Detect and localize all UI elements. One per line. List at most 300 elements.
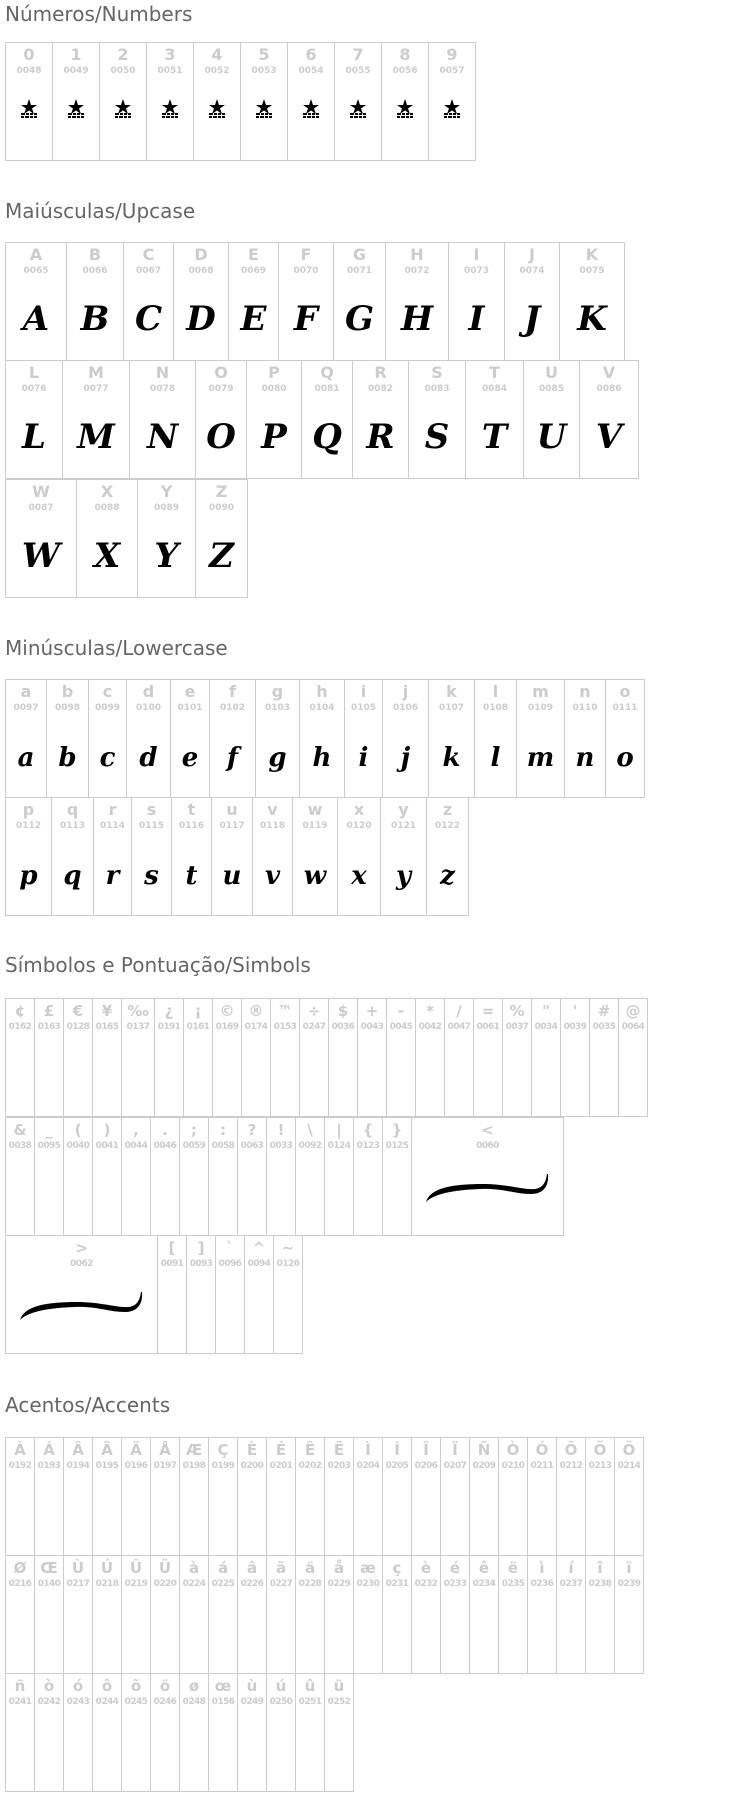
glyph-cell: [237, 1673, 267, 1792]
character-label: $: [337, 1002, 349, 1020]
character-code: 0233: [443, 1579, 467, 1589]
glyph-cell: [559, 242, 625, 361]
script-glyph-preview: j: [400, 743, 411, 773]
glyph-cell: [5, 1555, 35, 1674]
character-label: Ù: [71, 1559, 85, 1577]
glyph-cell: [614, 1555, 644, 1674]
character-label: ô: [101, 1677, 113, 1695]
character-label: Ö: [622, 1441, 636, 1459]
glyph-cell: [171, 797, 212, 916]
swash-glyph-icon: [16, 1288, 147, 1324]
character-code: 0085: [538, 384, 565, 394]
glyph-cell: [88, 679, 127, 798]
character-label: w: [307, 800, 323, 819]
character-code: 0051: [157, 66, 183, 76]
glyph-cell: [195, 360, 247, 479]
character-code: 0200: [240, 1461, 264, 1471]
glyph-cell: [92, 1555, 122, 1674]
character-code: 0201: [269, 1461, 293, 1471]
glyph-cell: [93, 797, 132, 916]
character-label: 8: [399, 45, 411, 64]
character-label: ü: [333, 1677, 345, 1695]
script-glyph-preview: U: [536, 417, 567, 457]
character-label: P: [268, 363, 280, 382]
upcase-row: [5, 242, 625, 361]
character-code: 0083: [424, 384, 450, 394]
character-code: 0212: [559, 1461, 583, 1471]
glyph-cell: [440, 1437, 470, 1556]
character-label: k: [446, 682, 457, 701]
character-label: ç: [392, 1559, 402, 1577]
character-label: !: [277, 1121, 285, 1139]
character-code: 0207: [443, 1461, 467, 1471]
character-label: [: [168, 1239, 176, 1257]
character-label: 5: [258, 45, 270, 64]
character-code: 0192: [8, 1461, 32, 1471]
script-glyph-preview: G: [344, 299, 375, 339]
character-label: ': [572, 1002, 578, 1020]
character-label: ø: [188, 1677, 200, 1695]
character-code: 0039: [563, 1022, 587, 1032]
character-label: 3: [164, 45, 176, 64]
script-glyph-preview: E: [240, 299, 267, 339]
character-label: {: [362, 1121, 374, 1139]
script-glyph-preview: T: [481, 417, 508, 457]
character-code: 0220: [153, 1579, 177, 1589]
character-code: 0196: [124, 1461, 148, 1471]
character-code: 0251: [298, 1697, 322, 1707]
character-code: 0036: [331, 1022, 355, 1032]
character-label: â: [246, 1559, 258, 1577]
glyph-cell: [121, 1437, 151, 1556]
character-label: 6: [305, 45, 317, 64]
section-title-symbols: Símbolos e Pontuação/Simbols: [5, 953, 311, 977]
glyph-cell: [179, 1437, 209, 1556]
character-code: 0079: [208, 384, 234, 394]
character-code: 0098: [54, 703, 81, 713]
character-label: Ó: [535, 1441, 549, 1459]
character-code: 0128: [66, 1022, 90, 1032]
character-label: O: [214, 363, 228, 382]
glyph-cell: [154, 998, 184, 1117]
script-glyph-preview: z: [440, 861, 455, 891]
glyph-cell: [5, 479, 77, 598]
character-label: &: [13, 1121, 27, 1139]
character-label: e: [184, 682, 196, 701]
glyph-cell: [186, 1235, 216, 1354]
glyph-cell: [292, 797, 338, 916]
glyph-cell: [34, 1437, 64, 1556]
glyph-cell: [5, 42, 53, 161]
script-glyph-preview: Z: [209, 536, 234, 576]
glyph-cell: [63, 1673, 93, 1792]
character-label: /: [456, 1002, 462, 1020]
glyph-cell: [46, 679, 89, 798]
glyph-cell: [150, 1555, 180, 1674]
character-code: 0156: [211, 1697, 235, 1707]
glyph-cell: [295, 1555, 325, 1674]
glyph-cell: [382, 1555, 412, 1674]
glyph-cell: [237, 1117, 267, 1236]
character-label: t: [187, 800, 196, 819]
character-code: 0088: [94, 503, 120, 513]
glyph-cell: [287, 42, 335, 161]
character-label: Ñ: [477, 1441, 491, 1459]
glyph-cell: [278, 242, 334, 361]
character-code: 0062: [70, 1259, 93, 1269]
character-code: 0229: [327, 1579, 351, 1589]
character-label: 7: [352, 45, 364, 64]
character-label: ¿: [164, 1002, 174, 1020]
character-code: 0041: [95, 1141, 119, 1151]
glyph-cell: [465, 360, 524, 479]
character-code: 0081: [314, 384, 340, 394]
glyph-cell: [473, 998, 503, 1117]
script-glyph-preview: I: [468, 299, 485, 339]
glyph-cell: [381, 42, 429, 161]
script-glyph-preview: y: [395, 861, 412, 891]
glyph-cell: [126, 679, 171, 798]
character-label: u: [226, 800, 238, 819]
character-code: 0058: [211, 1141, 235, 1151]
character-code: 0234: [472, 1579, 496, 1589]
script-glyph-preview: r: [105, 861, 120, 891]
character-label: E: [248, 245, 259, 264]
glyph-cell: [99, 42, 147, 161]
character-label: Ô: [564, 1441, 578, 1459]
character-code: 0191: [157, 1022, 181, 1032]
character-label: 4: [211, 45, 223, 64]
character-label: m: [532, 682, 549, 701]
character-code: 0122: [434, 821, 461, 831]
glyph-cell: [556, 1437, 586, 1556]
character-code: 0087: [28, 503, 54, 513]
character-label: B: [88, 245, 102, 264]
glyph-cell: [241, 998, 271, 1117]
character-code: 0068: [188, 266, 214, 276]
glyph-cell: [380, 797, 427, 916]
script-glyph-preview: D: [186, 299, 216, 339]
character-code: 0052: [204, 66, 230, 76]
star-logo-icon: [18, 98, 40, 120]
character-code: 0237: [559, 1579, 583, 1589]
upcase-row: [5, 479, 248, 598]
script-glyph-preview: b: [58, 743, 77, 773]
character-code: 0236: [530, 1579, 554, 1589]
character-code: 0082: [367, 384, 394, 394]
character-label: f: [229, 682, 236, 701]
glyph-cell: [408, 360, 466, 479]
character-code: 0117: [219, 821, 245, 831]
character-label: Î: [423, 1441, 429, 1459]
character-label: M: [88, 363, 104, 382]
glyph-cell: [179, 1673, 209, 1792]
character-label: =: [481, 1002, 495, 1020]
glyph-cell: [564, 679, 606, 798]
lowercase-row: [5, 679, 645, 798]
character-code: 0197: [153, 1461, 177, 1471]
character-code: 0108: [482, 703, 509, 713]
character-label: `: [226, 1239, 234, 1257]
glyph-cell: [34, 1555, 64, 1674]
glyph-cell: [92, 1437, 122, 1556]
character-code: 0077: [83, 384, 109, 394]
character-code: 0092: [298, 1141, 322, 1151]
character-label: ,: [133, 1121, 139, 1139]
character-label: v: [267, 800, 278, 819]
glyph-cell: [121, 1117, 151, 1236]
character-code: 0040: [66, 1141, 90, 1151]
character-code: 0113: [59, 821, 86, 831]
symbols-row: [5, 1117, 564, 1236]
glyph-cell: [211, 797, 253, 916]
character-label: ): [103, 1121, 111, 1139]
character-label: ê: [478, 1559, 490, 1577]
accents-row: [5, 1673, 354, 1792]
character-code: 0232: [414, 1579, 438, 1589]
glyph-cell: [353, 1555, 383, 1674]
character-code: 0110: [572, 703, 598, 713]
character-label: î: [597, 1559, 603, 1577]
character-code: 0073: [463, 266, 490, 276]
character-code: 0153: [273, 1022, 297, 1032]
character-code: 0241: [8, 1697, 32, 1707]
glyph-cell: [386, 998, 416, 1117]
script-glyph-preview: t: [185, 861, 198, 891]
character-label: ]: [197, 1239, 205, 1257]
character-code: 0066: [82, 266, 108, 276]
character-code: 0046: [153, 1141, 177, 1151]
character-code: 0090: [208, 503, 235, 513]
character-code: 0038: [8, 1141, 32, 1151]
glyph-cell: [179, 1117, 209, 1236]
character-code: 0107: [438, 703, 465, 713]
script-glyph-preview: H: [400, 299, 434, 339]
character-label: :: [220, 1121, 226, 1139]
section-title-lowercase: Minúsculas/Lowercase: [5, 636, 228, 660]
script-glyph-preview: M: [77, 417, 115, 457]
script-glyph-preview: x: [351, 861, 367, 891]
character-code: 0072: [404, 266, 430, 276]
accents-row: [5, 1437, 644, 1556]
character-code: 0091: [160, 1259, 184, 1269]
character-label: I: [473, 245, 480, 264]
glyph-cell: [34, 998, 64, 1117]
character-code: 0111: [612, 703, 638, 713]
glyph-cell: [5, 998, 35, 1117]
character-label: 1: [70, 45, 82, 64]
character-label: C: [142, 245, 155, 264]
character-code: 0250: [269, 1697, 293, 1707]
character-code: 0210: [501, 1461, 525, 1471]
character-label: ‰: [127, 1002, 149, 1020]
glyph-cell: [469, 1555, 499, 1674]
character-code: 0075: [579, 266, 605, 276]
star-logo-icon: [159, 98, 181, 120]
character-code: 0094: [247, 1259, 271, 1269]
character-label: æ: [360, 1559, 376, 1577]
character-label: Ò: [506, 1441, 520, 1459]
character-label: 9: [446, 45, 458, 64]
character-code: 0084: [481, 384, 508, 394]
glyph-cell: [498, 1437, 528, 1556]
character-code: 0056: [392, 66, 418, 76]
glyph-cell: [208, 1555, 238, 1674]
glyph-cell: [255, 679, 300, 798]
character-label: Ä: [130, 1441, 142, 1459]
character-label: Z: [215, 482, 228, 501]
character-code: 0195: [95, 1461, 119, 1471]
character-label: #: [597, 1002, 611, 1020]
symbols-row: [5, 998, 648, 1117]
glyph-cell: [146, 42, 194, 161]
glyph-cell: [324, 1437, 354, 1556]
script-glyph-preview: e: [181, 743, 199, 773]
glyph-cell: [266, 1555, 296, 1674]
character-code: 0198: [182, 1461, 206, 1471]
character-code: 0227: [269, 1579, 293, 1589]
glyph-cell: [266, 1673, 296, 1792]
character-label: H: [410, 245, 424, 264]
script-glyph-preview: X: [93, 536, 121, 576]
script-glyph-preview: v: [264, 861, 281, 891]
character-label: È: [246, 1441, 258, 1459]
character-code: 0247: [302, 1022, 326, 1032]
character-code: 0096: [218, 1259, 242, 1269]
character-label: p: [22, 800, 35, 819]
symbols-row: [5, 1235, 303, 1354]
character-code: 0252: [327, 1697, 351, 1707]
character-code: 0055: [345, 66, 371, 76]
character-code: 0239: [617, 1579, 641, 1589]
character-label: Í: [394, 1441, 400, 1459]
glyph-cell: [237, 1437, 267, 1556]
glyph-cell: [295, 1437, 325, 1556]
character-label: >: [75, 1239, 88, 1257]
glyph-cell: [295, 1117, 325, 1236]
character-label: Å: [159, 1441, 171, 1459]
script-glyph-preview: d: [139, 743, 158, 773]
character-code: 0123: [356, 1141, 380, 1151]
character-label: û: [304, 1677, 316, 1695]
character-code: 0217: [66, 1579, 90, 1589]
glyph-cell: [516, 679, 565, 798]
character-label: N: [155, 363, 170, 382]
character-code: 0235: [501, 1579, 525, 1589]
character-label: í: [568, 1559, 574, 1577]
character-label: Ê: [304, 1441, 316, 1459]
character-code: 0118: [259, 821, 286, 831]
character-code: 0104: [309, 703, 335, 713]
character-label: £: [43, 1002, 55, 1020]
character-label: å: [333, 1559, 345, 1577]
glyph-cell: [589, 998, 619, 1117]
character-label: Ü: [158, 1559, 172, 1577]
character-code: 0124: [327, 1141, 351, 1151]
glyph-cell: [246, 360, 302, 479]
glyph-cell: [5, 242, 67, 361]
character-code: 0213: [588, 1461, 612, 1471]
character-code: 0169: [215, 1022, 239, 1032]
character-label: É: [275, 1441, 287, 1459]
character-label: F: [300, 245, 312, 264]
character-label: r: [108, 800, 117, 819]
character-code: 0116: [178, 821, 205, 831]
character-code: 0034: [534, 1022, 558, 1032]
glyph-cell: [295, 1673, 325, 1792]
character-code: 0140: [37, 1579, 61, 1589]
character-code: 0114: [99, 821, 126, 831]
character-label: 2: [117, 45, 129, 64]
character-code: 0109: [527, 703, 554, 713]
character-code: 0161: [186, 1022, 210, 1032]
script-glyph-preview: o: [616, 743, 634, 773]
character-code: 0042: [418, 1022, 442, 1032]
character-label: +: [365, 1002, 379, 1020]
character-label: @: [625, 1002, 641, 1020]
character-label: Ì: [365, 1441, 371, 1459]
character-label: ™: [277, 1002, 293, 1020]
character-label: œ: [214, 1677, 232, 1695]
script-glyph-preview: i: [358, 743, 369, 773]
star-logo-icon: [112, 98, 134, 120]
character-code: 0194: [66, 1461, 90, 1471]
glyph-cell: [440, 1555, 470, 1674]
glyph-cell: [385, 242, 449, 361]
character-label: ?: [247, 1121, 257, 1139]
glyph-cell: [498, 1555, 528, 1674]
glyph-cell: [469, 1437, 499, 1556]
character-label: h: [316, 682, 328, 701]
character-label: z: [442, 800, 453, 819]
script-glyph-preview: Q: [312, 417, 342, 457]
glyph-cell: [334, 42, 382, 161]
glyph-cell: [183, 998, 213, 1117]
character-label: À: [14, 1441, 26, 1459]
character-code: 0033: [269, 1141, 293, 1151]
script-glyph-preview: Y: [154, 536, 179, 576]
character-code: 0071: [346, 266, 373, 276]
glyph-cell: [448, 242, 505, 361]
character-label: Ã: [101, 1441, 113, 1459]
glyph-cell: [428, 679, 475, 798]
character-code: 0054: [298, 66, 324, 76]
glyph-cell: [209, 679, 256, 798]
character-code: 0249: [240, 1697, 264, 1707]
glyph-cell: [66, 242, 124, 361]
glyph-cell: [179, 1555, 209, 1674]
character-label: á: [217, 1559, 229, 1577]
script-glyph-preview: l: [490, 743, 501, 773]
glyph-cell: [92, 998, 122, 1117]
character-code: 0225: [211, 1579, 235, 1589]
glyph-cell: [502, 998, 532, 1117]
script-glyph-preview: c: [99, 743, 116, 773]
character-label: <: [481, 1121, 494, 1139]
character-label: |: [336, 1121, 342, 1139]
character-code: 0162: [8, 1022, 32, 1032]
swash-glyph-icon: [422, 1170, 553, 1206]
character-code: 0230: [356, 1579, 380, 1589]
glyph-cell: [5, 1673, 35, 1792]
character-code: 0226: [240, 1579, 264, 1589]
character-label: Õ: [593, 1441, 607, 1459]
glyph-cell: [208, 1673, 238, 1792]
character-label: l: [492, 682, 499, 701]
glyph-cell: [63, 1117, 93, 1236]
glyph-cell: [353, 1437, 383, 1556]
script-glyph-preview: J: [523, 299, 541, 339]
